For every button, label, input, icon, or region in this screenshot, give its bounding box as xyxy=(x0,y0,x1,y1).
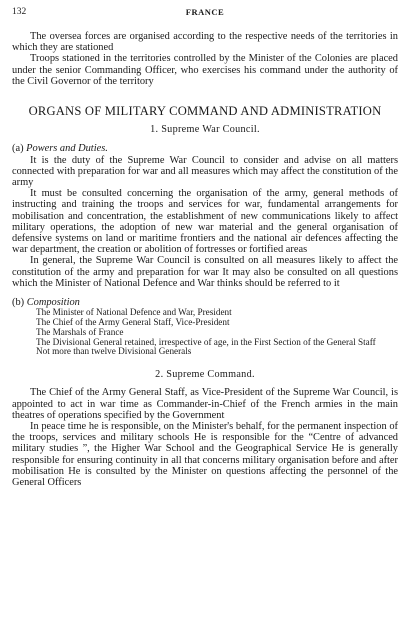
subsection-marker: (a) xyxy=(12,143,24,155)
subsection-marker: (b) xyxy=(12,297,25,309)
list-item: The Minister of National Defence and War, President xyxy=(36,307,232,318)
running-title: FRANCE xyxy=(185,7,225,17)
paragraph: Troops stationed in the territories controlled by the Minister of the Colonies are placed under the senior Commanding Officer, who exercises his command under the authority of the Civil Governor of the territory xyxy=(12,53,398,87)
list-item: The Marshals of France xyxy=(36,326,124,337)
subsection-title: Powers and Duties. xyxy=(26,143,108,155)
paragraph: The Chief of the Army General Staff, as Vice-President of the Supreme War Council, is appointed to act in war time as Commander-in-Chief of the French armies in the main theatres of operations specified by the Government xyxy=(12,387,398,421)
subsection-heading xyxy=(12,143,398,154)
list-item: The Chief of the Army General Staff, Vice-President xyxy=(36,317,230,328)
page-number: 132 xyxy=(12,7,27,17)
page-body xyxy=(12,31,398,488)
subsection-title: Composition xyxy=(26,297,80,309)
list-item: The Divisional General retained, irrespective of age, in the First Section of the General Staff xyxy=(36,336,376,347)
list-item: Not more than twelve Divisional Generals xyxy=(36,346,192,357)
main-heading: ORGANS OF MILITARY COMMAND AND ADMINISTRATION xyxy=(28,104,382,119)
paragraph: It is the duty of the Supreme War Council to consider and advise on all matters connected with preparation for war and all measures which may affect the constitution of the army xyxy=(12,154,398,189)
paragraph: In general, the Supreme War Council is consulted on all measures likely to affect the constitution of the army and preparation for war It may also be consulted on all questions which the Minister of National Defence and War thinks should be referred to it xyxy=(12,255,398,289)
paragraph: In peace time he is responsible, on the Minister's behalf, for the permanent inspection of the troops, services and military schools He is responsible for the “Centre of advanced military studies ”, the Higher War School and the Geographical Service He is generally responsible for ensuring continuity in all that concerns military organisation before and after mobilisation He is consulted by the Minister on questions affecting the personnel of the General Officers xyxy=(12,421,398,489)
section-heading: 1. Supreme War Council. xyxy=(150,124,260,136)
composition-list xyxy=(12,308,398,357)
section-heading: 2. Supreme Command. xyxy=(155,369,255,381)
paragraph: The oversea forces are organised according to the respective needs of the territories in which they are stationed xyxy=(12,31,398,54)
page-header xyxy=(12,7,398,19)
paragraph: It must be consulted concerning the organisation of the army, general methods of instructing and training the troops and services for war, fundamental arrangements for mobilisation and concentration, the establishment of new communications likely to affect military operations, the adoption of new war material and the general organisation of defensive systems on land or maritime frontiers and the national air defences affecting the war department, the creation or abolition of fortresses or fortified areas xyxy=(12,188,398,256)
